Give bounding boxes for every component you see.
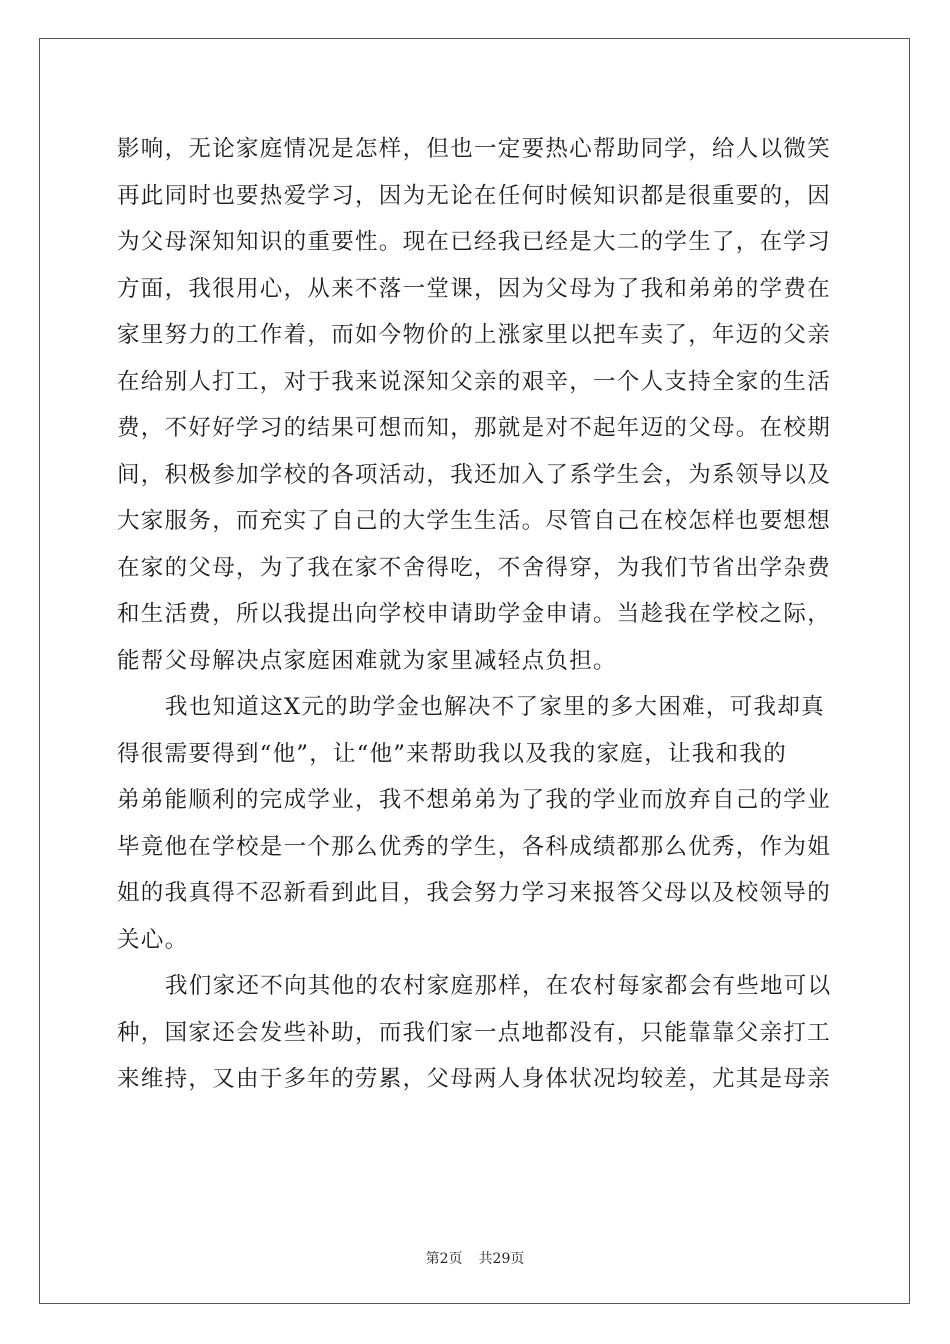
text-line: 影响，无论家庭情况是怎样，但也一定要热心帮助同学，给人以微笑 <box>117 136 832 162</box>
page-footer <box>0 1248 950 1268</box>
text-line: 家里努力的工作着，而如今物价的上涨家里以把车卖了，年迈的父亲 <box>117 322 832 348</box>
text-line: 在家的父母，为了我在家不舍得吃，不舍得穿，为我们节省出学杂费 <box>117 554 832 581</box>
text-line: 种，国家还会发些补助，而我们家一点地都没有，只能靠靠父亲打工 <box>117 1019 832 1046</box>
text-line: 方面，我很用心，从来不落一堂课，因为父母为了我和弟弟的学费在 <box>117 275 832 302</box>
paragraph-3 <box>117 963 835 1103</box>
text-line: 能帮父母解决点家庭困难就为家里减轻点负担。 <box>117 647 617 674</box>
text-line: 我也知道这X元的助学金也解决不了家里的多大困难，可我却真 <box>165 694 825 720</box>
text-line: 为父母深知知识的重要性。现在已经我已经是大二的学生了，在学习 <box>117 229 832 255</box>
text-line: 费，不好好学习的结果可想而知，那就是对不起年迈的父母。在校期 <box>117 415 832 441</box>
text-line: 来维持，又由于多年的劳累，父母两人身体状况均较差，尤其是母亲 <box>117 1066 832 1092</box>
text-line: 大家服务，而充实了自己的大学生生活。尽管自己在校怎样也要想想 <box>117 508 832 534</box>
text-line: 关心。 <box>117 926 189 953</box>
text-line: 和生活费，所以我提出向学校申请助学金申请。当趁我在学校之际， <box>117 601 832 627</box>
paragraph-1 <box>117 126 835 684</box>
text-line: 弟弟能顺利的完成学业，我不想弟弟为了我的学业而放弃自己的学业 <box>117 787 832 813</box>
text-line: 再此同时也要热爱学习，因为无论在任何时候知识都是很重要的，因 <box>117 182 832 209</box>
text-line: 姐的我真得不忍新看到此目，我会努力学习来报答父母以及校领导的 <box>117 880 832 906</box>
document-body <box>117 126 835 1103</box>
text-line: 得很需要得到“他”，让“他”来帮助我以及我的家庭，让我和我的 <box>117 740 788 767</box>
text-line: 在给别人打工，对于我来说深知父亲的艰辛，一个人支持全家的生活 <box>117 368 832 395</box>
text-line: 我们家还不向其他的农村家庭那样，在农村每家都会有些地可以 <box>165 973 832 999</box>
page-total: 共29页 <box>478 1251 525 1267</box>
paragraph-2 <box>117 684 835 963</box>
text-line: 毕竟他在学校是一个那么优秀的学生，各科成绩都那么优秀，作为姐 <box>117 833 832 860</box>
text-line: 间，积极参加学校的各项活动，我还加入了系学生会，为系领导以及 <box>117 461 832 488</box>
page-number: 第2页 <box>425 1251 463 1267</box>
